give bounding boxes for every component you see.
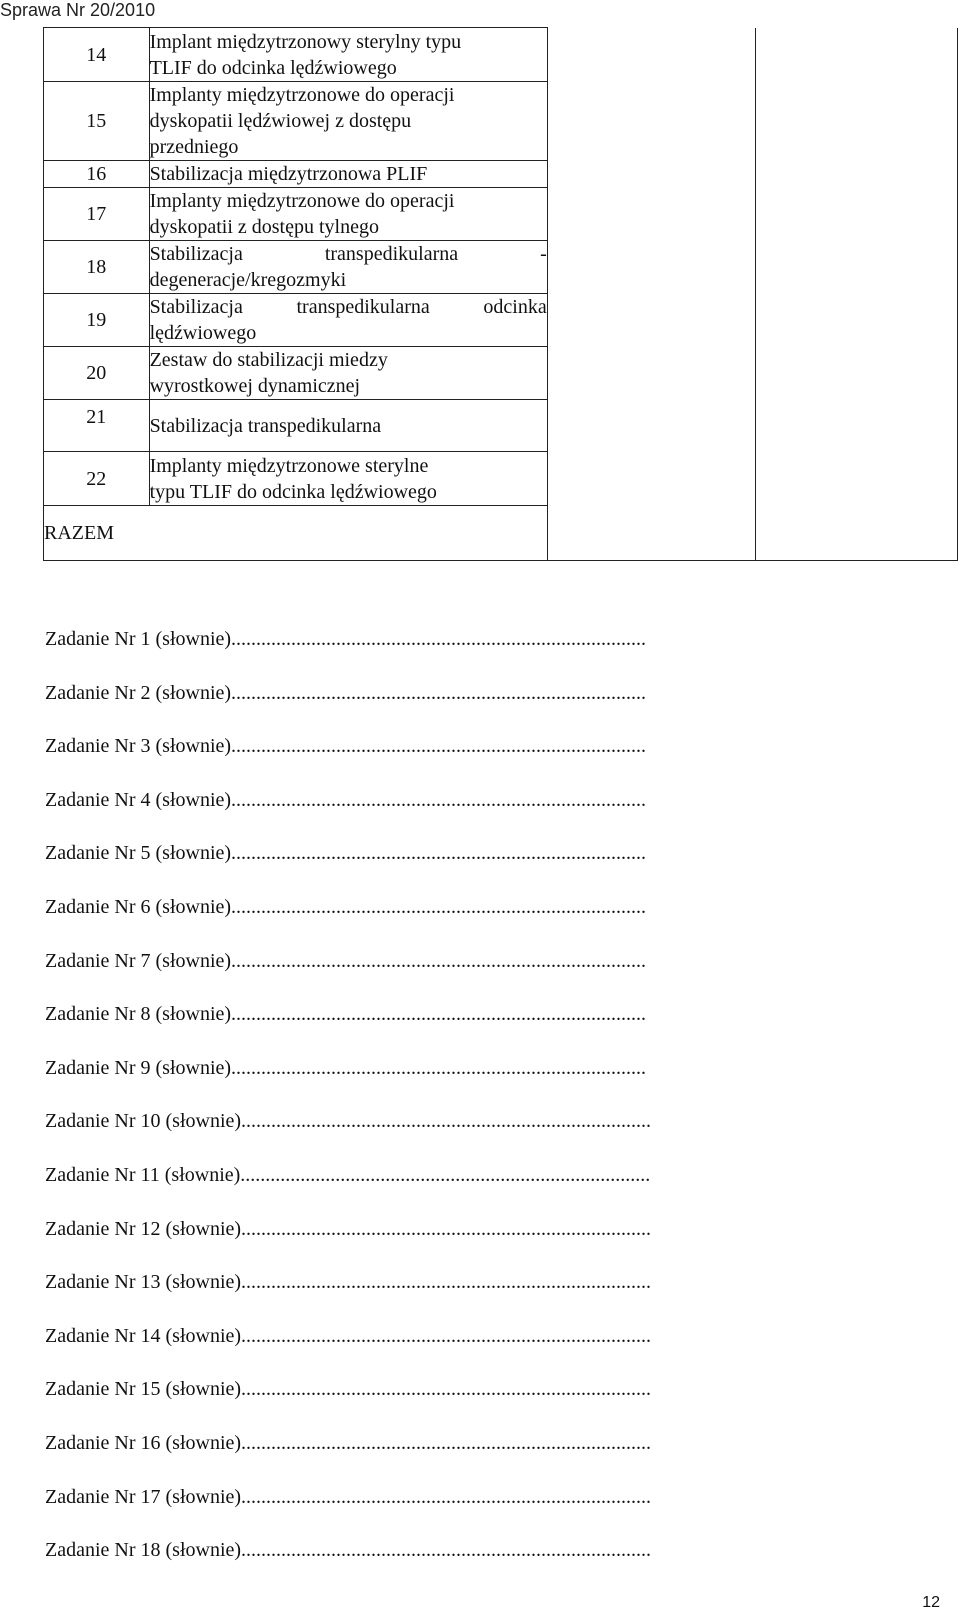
description-line: Zestaw do stabilizacji miedzy [149, 349, 388, 371]
description-line: typu TLIF do odcinka lędźwiowego [149, 480, 437, 503]
total-value-cell [755, 506, 957, 561]
row-number: 16 [44, 161, 150, 188]
row-description [149, 241, 547, 294]
task-amount-in-words-line: Zadanie Nr 15 (słownie).................................................................................. [45, 1378, 652, 1401]
empty-cell [547, 82, 755, 161]
task-amount-in-words-line: Zadanie Nr 11 (słownie).................................................................................. [45, 1164, 651, 1186]
empty-cell [547, 506, 755, 561]
table-row [44, 161, 958, 188]
task-amount-in-words-line: Zadanie Nr 16 (słownie).................................................................................. [45, 1432, 652, 1454]
description-line: Implanty międzytrzonowe sterylne [149, 454, 429, 477]
row-description [149, 82, 547, 161]
empty-cell [547, 241, 755, 294]
table-row [44, 188, 958, 241]
table-row [44, 347, 958, 400]
row-description [149, 294, 547, 347]
row-number: 19 [44, 294, 150, 347]
row-description [149, 452, 547, 506]
table-row [44, 452, 958, 506]
row-number: 17 [44, 188, 150, 241]
empty-cell [547, 347, 755, 400]
row-description [149, 188, 547, 241]
total-row [44, 506, 958, 561]
task-amount-in-words-line: Zadanie Nr 12 (słownie).................................................................................. [45, 1217, 652, 1240]
row-description [149, 161, 547, 188]
row-description [149, 347, 547, 400]
empty-cell [547, 294, 755, 347]
document-case-number: Sprawa Nr 20/2010 [0, 0, 156, 20]
table-row [44, 241, 958, 294]
empty-cell [755, 161, 957, 188]
empty-cell [755, 452, 957, 506]
description-line: dyskopatii lędźwiowej z dostępu [149, 110, 412, 132]
empty-cell [755, 241, 957, 294]
task-amount-in-words-line: Zadanie Nr 1 (słownie)................................................................................... [45, 628, 647, 650]
description-line: lędźwiowego [149, 322, 257, 344]
table-row [44, 400, 958, 452]
task-amount-in-words-line: Zadanie Nr 10 (słownie).................................................................................. [45, 1110, 652, 1133]
empty-cell [547, 161, 755, 188]
description-line: Implanty międzytrzonowe do operacji [149, 84, 455, 106]
task-amount-in-words-line: Zadanie Nr 9 (słownie)................................................................................... [45, 1056, 647, 1079]
task-amount-in-words-line: Zadanie Nr 6 (słownie)................................................................................... [45, 896, 647, 918]
description-line: Stabilizacja transpedikularna [149, 414, 382, 437]
row-number: 15 [44, 82, 150, 161]
row-number: 21 [44, 400, 150, 452]
table-row [44, 82, 958, 161]
task-amount-in-words-line: Zadanie Nr 13 (słownie).................................................................................. [45, 1271, 652, 1294]
row-number: 20 [44, 347, 150, 400]
task-amount-in-words-line: Zadanie Nr 8 (słownie)................................................................................... [45, 1003, 647, 1026]
empty-cell [547, 28, 755, 82]
task-amount-in-words-line: Zadanie Nr 7 (słownie)................................................................................... [45, 949, 647, 972]
task-amount-in-words-line: Zadanie Nr 4 (słownie)................................................................................... [45, 788, 647, 811]
empty-cell [755, 400, 957, 452]
description-line: przedniego [149, 136, 239, 158]
description-line: dyskopatii z dostępu tylnego [149, 216, 379, 238]
task-amount-in-words-line: Zadanie Nr 18 (słownie).................................................................................. [45, 1539, 652, 1562]
empty-cell [755, 188, 957, 241]
task-amount-in-words-line: Zadanie Nr 3 (słownie)................................................................................... [45, 735, 647, 758]
row-number: 18 [44, 241, 150, 294]
row-number: 14 [44, 28, 150, 82]
table-row [44, 294, 958, 347]
row-number: 22 [44, 452, 150, 506]
empty-cell [547, 452, 755, 506]
description-line: Implant międzytrzonowy sterylny typu [149, 30, 462, 53]
empty-cell [755, 28, 957, 82]
table-row [44, 28, 958, 82]
empty-cell [755, 294, 957, 347]
task-amount-in-words-line: Zadanie Nr 2 (słownie)................................................................................... [45, 681, 647, 704]
description-line: TLIF do odcinka lędźwiowego [149, 56, 397, 79]
description-line: wyrostkowej dynamicznej [149, 375, 361, 397]
task-amount-in-words-line: Zadanie Nr 5 (słownie)................................................................................... [45, 842, 647, 865]
items-table [43, 27, 958, 561]
description-line: Implanty międzytrzonowe do operacji [149, 190, 455, 212]
description-line: Stabilizacja transpedikularna - [149, 243, 547, 265]
description-line: degeneracje/kregozmyki [149, 269, 347, 291]
task-amount-in-words-line: Zadanie Nr 17 (słownie).................................................................................. [45, 1485, 652, 1508]
empty-cell [547, 188, 755, 241]
empty-cell [755, 82, 957, 161]
row-description [149, 28, 547, 82]
empty-cell [755, 347, 957, 400]
row-description [149, 400, 547, 452]
empty-cell [547, 400, 755, 452]
page-number: 12 [922, 1594, 940, 1611]
description-line: Stabilizacja transpedikularna odcinka [149, 296, 547, 318]
task-amount-in-words-line: Zadanie Nr 14 (słownie).................................................................................. [45, 1324, 652, 1347]
total-label: RAZEM [44, 506, 548, 561]
description-line: Stabilizacja międzytrzonowa PLIF [149, 163, 428, 185]
